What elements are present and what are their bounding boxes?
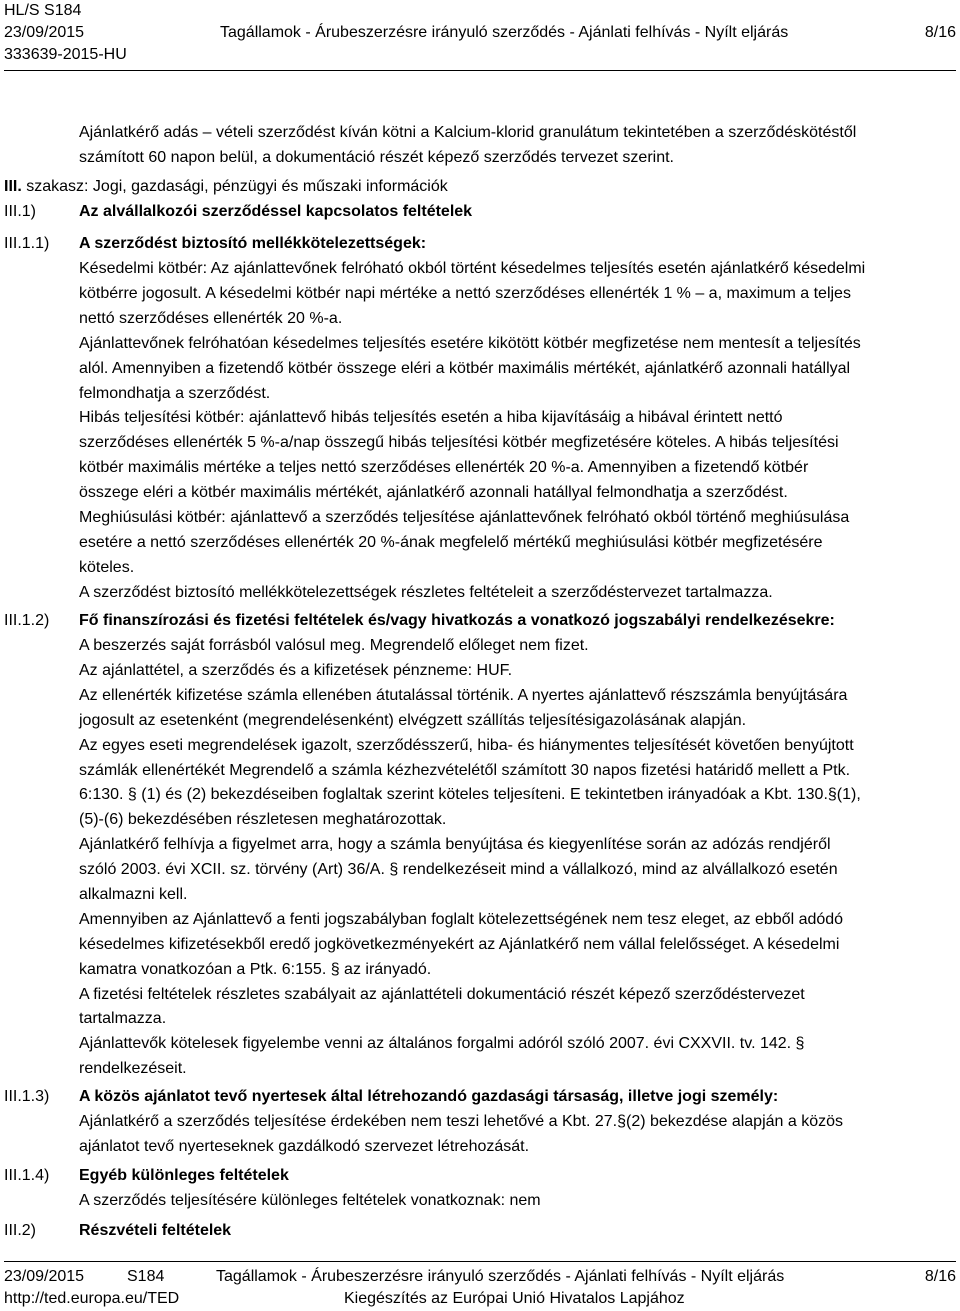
body-line: A fizetési feltételek részletes szabályait az ajánlattételi dokumentáció részét képező szerződéstervezet bbox=[79, 986, 805, 1003]
body-line: köteles. bbox=[79, 559, 135, 576]
body-line: alkalmazni kell. bbox=[79, 886, 188, 903]
body-line: ajánlatot tevő nyerteseknek gazdálkodó szervezet létrehozását. bbox=[79, 1138, 530, 1155]
body-line: szerződéses ellenérték 5 %-a/nap összegű hibás teljesítési kötbér megfizetésére köteles. A hibás teljesítési bbox=[79, 434, 839, 451]
section-heading-prefix: III. bbox=[4, 178, 22, 195]
intro-line: számított 60 napon belül, a dokumentáció részét képező szerződés tervezet szerint. bbox=[79, 149, 674, 166]
footer-publisher: Kiegészítés az Európai Unió Hivatalos Lapjához bbox=[344, 1290, 685, 1307]
body-line: kamatra vonatkozóan a Ptk. 6:155. § az irányadó. bbox=[79, 961, 432, 978]
header-page-number: 8/16 bbox=[924, 24, 956, 41]
body-line: késedelmes kifizetésekből eredő jogkövetkezményekért az Ajánlatkérő nem vállal felelősséget. A késedelmi bbox=[79, 936, 840, 953]
body-line: kötbérre jogosult. A késedelmi kötbér napi mértéke a nettó szerződéses ellenérték 1 % – a, maximum a teljes bbox=[79, 285, 851, 302]
body-line: Hibás teljesítési kötbér: ajánlattevő hibás teljesítés esetén a hiba kijavításáig a hibával érintett nettó bbox=[79, 409, 783, 426]
notice-id: 333639-2015-HU bbox=[4, 46, 127, 63]
section-heading bbox=[4, 174, 448, 199]
body-line: Az egyes eseti megrendelések igazolt, szerződésszerű, hiba- és hiánymentes teljesítését követően benyújtott bbox=[79, 737, 854, 754]
body-line: Ajánlatkérő a szerződés teljesítése érdekében nem teszi lehetővé a Kbt. 27.§(2) bekezdése alapján a közös bbox=[79, 1113, 844, 1130]
body-line: tartalmazza. bbox=[79, 1010, 167, 1027]
body-line: A beszerzés saját forrásból valósul meg. Megrendelő előleget nem fizet. bbox=[79, 637, 589, 654]
section-title: A szerződést biztosító mellékkötelezettségek: bbox=[79, 235, 427, 252]
section-title: A közös ajánlatot tevő nyertesek által létrehozandó gazdasági társaság, illetve jogi személy: bbox=[79, 1088, 779, 1105]
body-line: Amennyiben az Ajánlattevő a fenti jogszabályban foglalt kötelezettségének nem tesz eleget, az ebből adódó bbox=[79, 911, 844, 928]
section-title: Egyéb különleges feltételek bbox=[79, 1167, 289, 1184]
body-line: 6:130. § (1) és (2) bekezdéseiben foglaltak szerint köteles teljesíteni. E tekintetben irányadóak a Kbt. 130.§(1), bbox=[79, 786, 861, 803]
section-number: III.1.1) bbox=[4, 235, 50, 252]
header-rule bbox=[4, 70, 956, 71]
journal-id: HL/S S184 bbox=[4, 2, 82, 19]
body-line: Ajánlatkérő felhívja a figyelmet arra, hogy a számla benyújtása és kiegyenlítése során az adózás rendjéről bbox=[79, 836, 831, 853]
body-line: rendelkezéseit. bbox=[79, 1060, 187, 1077]
section-number: III.1.3) bbox=[4, 1088, 50, 1105]
body-line: A szerződést biztosító mellékkötelezettségek részletes feltételeit a szerződéstervezet tartalmazza. bbox=[79, 584, 773, 601]
body-line: jogosult az esetenként (megrendelésenként) elvégzett szállítás teljesítésigazolásának alapján. bbox=[79, 712, 747, 729]
footer-page-number: 8/16 bbox=[924, 1268, 956, 1285]
header-date: 23/09/2015 bbox=[4, 24, 85, 41]
section-number: III.1.4) bbox=[4, 1167, 50, 1184]
section-title: Fő finanszírozási és fizetési feltételek és/vagy hivatkozás a vonatkozó jogszabályi rendelkezésekre: bbox=[79, 612, 835, 629]
body-line: esetére a nettó szerződéses ellenérték 20 %-ának megfelelő mértékű meghiúsulási kötbér megfizetésére bbox=[79, 534, 823, 551]
body-line: A szerződés teljesítésére különleges feltételek vonatkoznak: nem bbox=[79, 1192, 541, 1209]
section-title: Az alvállalkozói szerződéssel kapcsolatos feltételek bbox=[79, 203, 473, 220]
footer-url-link[interactable]: http://ted.europa.eu/TED bbox=[4, 1290, 180, 1307]
body-line: Késedelmi kötbér: Az ajánlattevőnek felróható okból történt késedelmes teljesítés esetén ajánlatkérő késedelmi bbox=[79, 260, 866, 277]
header-title: Tagállamok - Árubeszerzésre irányuló szerződés - Ajánlati felhívás - Nyílt eljárás bbox=[220, 24, 789, 41]
body-line: Meghiúsulási kötbér: ajánlattevő a szerződés teljesítése ajánlattevőnek felróható okból történő meghiúsulása bbox=[79, 509, 850, 526]
section-number: III.2) bbox=[4, 1222, 37, 1239]
section-number: III.1.2) bbox=[4, 612, 50, 629]
body-line: összege eléri a kötbér maximális mértékét, ajánlatkérő azonnali hatállyal felmondhatja a szerződést. bbox=[79, 484, 788, 501]
body-line: Az ellenérték kifizetése számla ellenében átutalással történik. A nyertes ajánlattevő részszámla benyújtására bbox=[79, 687, 848, 704]
section-heading-title: szakasz: Jogi, gazdasági, pénzügyi és műszaki információk bbox=[21, 178, 448, 195]
footer-journal: S184 bbox=[127, 1268, 165, 1285]
body-line: (5)-(6) bekezdésében részletesen meghatározottak. bbox=[79, 811, 447, 828]
intro-line: Ajánlatkérő adás – vételi szerződést kíván kötni a Kalcium-klorid granulátum tekintetében a szerződéskötéstől bbox=[79, 124, 857, 141]
body-line: alól. Amennyiben a fizetendő kötbér összege eléri a kötbér maximális mértékét, ajánlatkérő azonnali hatállyal bbox=[79, 360, 851, 377]
body-line: Ajánlattevőnek felróhatóan késedelmes teljesítés esetére kikötött kötbér megfizetése nem mentesít a teljesítés bbox=[79, 335, 861, 352]
body-line: számlák ellenértékét Megrendelő a számla kézhezvételétől számított 30 napos fizetési határidő mellett a Ptk. bbox=[79, 762, 851, 779]
body-line: nettó szerződéses ellenérték 20 %-a. bbox=[79, 310, 343, 327]
body-line: Az ajánlattétel, a szerződés és a kifizetések pénzneme: HUF. bbox=[79, 662, 513, 679]
body-line: szóló 2003. évi XCII. sz. törvény (Art) 36/A. § rendelkezéseit mind a vállalkozó, mind az alvállalkozó esetén bbox=[79, 861, 838, 878]
body-line: Ajánlattevők kötelesek figyelembe venni az általános forgalmi adóról szóló 2007. évi CXXVII. tv. 142. § bbox=[79, 1035, 805, 1052]
body-line: kötbér maximális mértéke a teljes nettó szerződéses ellenérték 20 %-a. Amennyiben a fizetendő kötbér bbox=[79, 459, 809, 476]
footer-title: Tagállamok - Árubeszerzésre irányuló szerződés - Ajánlati felhívás - Nyílt eljárás bbox=[216, 1268, 785, 1285]
body-line: felmondhatja a szerződést. bbox=[79, 385, 271, 402]
section-title: Részvételi feltételek bbox=[79, 1222, 232, 1239]
section-number: III.1) bbox=[4, 203, 37, 220]
footer-date: 23/09/2015 bbox=[4, 1268, 85, 1285]
footer-rule bbox=[4, 1261, 956, 1262]
